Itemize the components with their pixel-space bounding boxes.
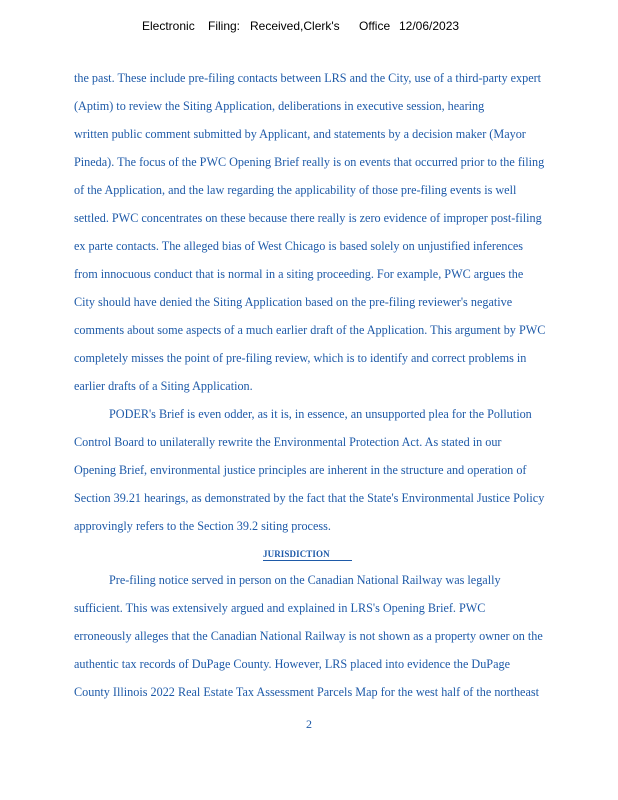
text-line: from innocuous conduct that is normal in a siting proceeding. For example, PWC argues the bbox=[74, 267, 524, 281]
text-line: of the Application, and the law regarding the applicability of those pre-filing events is well bbox=[74, 183, 517, 197]
text-line: PODER's Brief is even odder, as it is, in essence, an unsupported plea for the Pollution bbox=[109, 407, 532, 421]
text-line: written public comment submitted by Applicant, and statements by a decision maker (Mayor bbox=[74, 127, 526, 141]
header-date: 12/06/2023 bbox=[399, 19, 460, 33]
text-line: approvingly refers to the Section 39.2 siting process. bbox=[74, 519, 331, 533]
header-office: Office bbox=[359, 19, 391, 33]
text-line: erroneously alleges that the Canadian National Railway is not shown as a property owner on the bbox=[74, 629, 543, 643]
text-line: the past. These include pre-filing contacts between LRS and the City, use of a third-party expert bbox=[74, 71, 542, 85]
text-line: sufficient. This was extensively argued and explained in LRS's Opening Brief. PWC bbox=[74, 601, 486, 615]
text-line: ex parte contacts. The alleged bias of West Chicago is based solely on unjustified inferences bbox=[74, 239, 524, 253]
text-line: Opening Brief, environmental justice principles are inherent in the structure and operation of bbox=[74, 463, 527, 477]
header-electronic: Electronic bbox=[142, 19, 195, 33]
text-line: completely misses the point of pre-filing review, which is to identify and correct problems in bbox=[74, 351, 527, 365]
text-line: County Illinois 2022 Real Estate Tax Assessment Parcels Map for the west half of the northeast bbox=[74, 685, 540, 699]
text-line: City should have denied the Siting Application based on the pre-filing reviewer's negative bbox=[74, 295, 513, 309]
section-heading-jurisdiction: JURISDICTION bbox=[263, 548, 352, 561]
text-line: Pre-filing notice served in person on the Canadian National Railway was legally bbox=[109, 573, 501, 587]
text-line: Control Board to unilaterally rewrite the Environmental Protection Act. As stated in our bbox=[74, 435, 502, 449]
header-received: Received,Clerk's bbox=[250, 19, 340, 33]
text-line: authentic tax records of DuPage County. However, LRS placed into evidence the DuPage bbox=[74, 657, 510, 671]
header-filing: Filing: bbox=[208, 19, 241, 33]
text-line: Section 39.21 hearings, as demonstrated by the fact that the State's Environmental Justice Policy bbox=[74, 491, 545, 505]
text-line: (Aptim) to review the Siting Application, deliberations in executive session, hearing bbox=[74, 99, 485, 113]
text-line: settled. PWC concentrates on these because there really is zero evidence of improper post-filing bbox=[74, 211, 542, 225]
text-line: comments about some aspects of a much earlier draft of the Application. This argument by PWC bbox=[74, 323, 546, 337]
text-line: earlier drafts of a Siting Application. bbox=[74, 379, 253, 393]
page-number: 2 bbox=[306, 717, 312, 731]
text-line: Pineda). The focus of the PWC Opening Brief really is on events that occurred prior to the filing bbox=[74, 155, 545, 169]
